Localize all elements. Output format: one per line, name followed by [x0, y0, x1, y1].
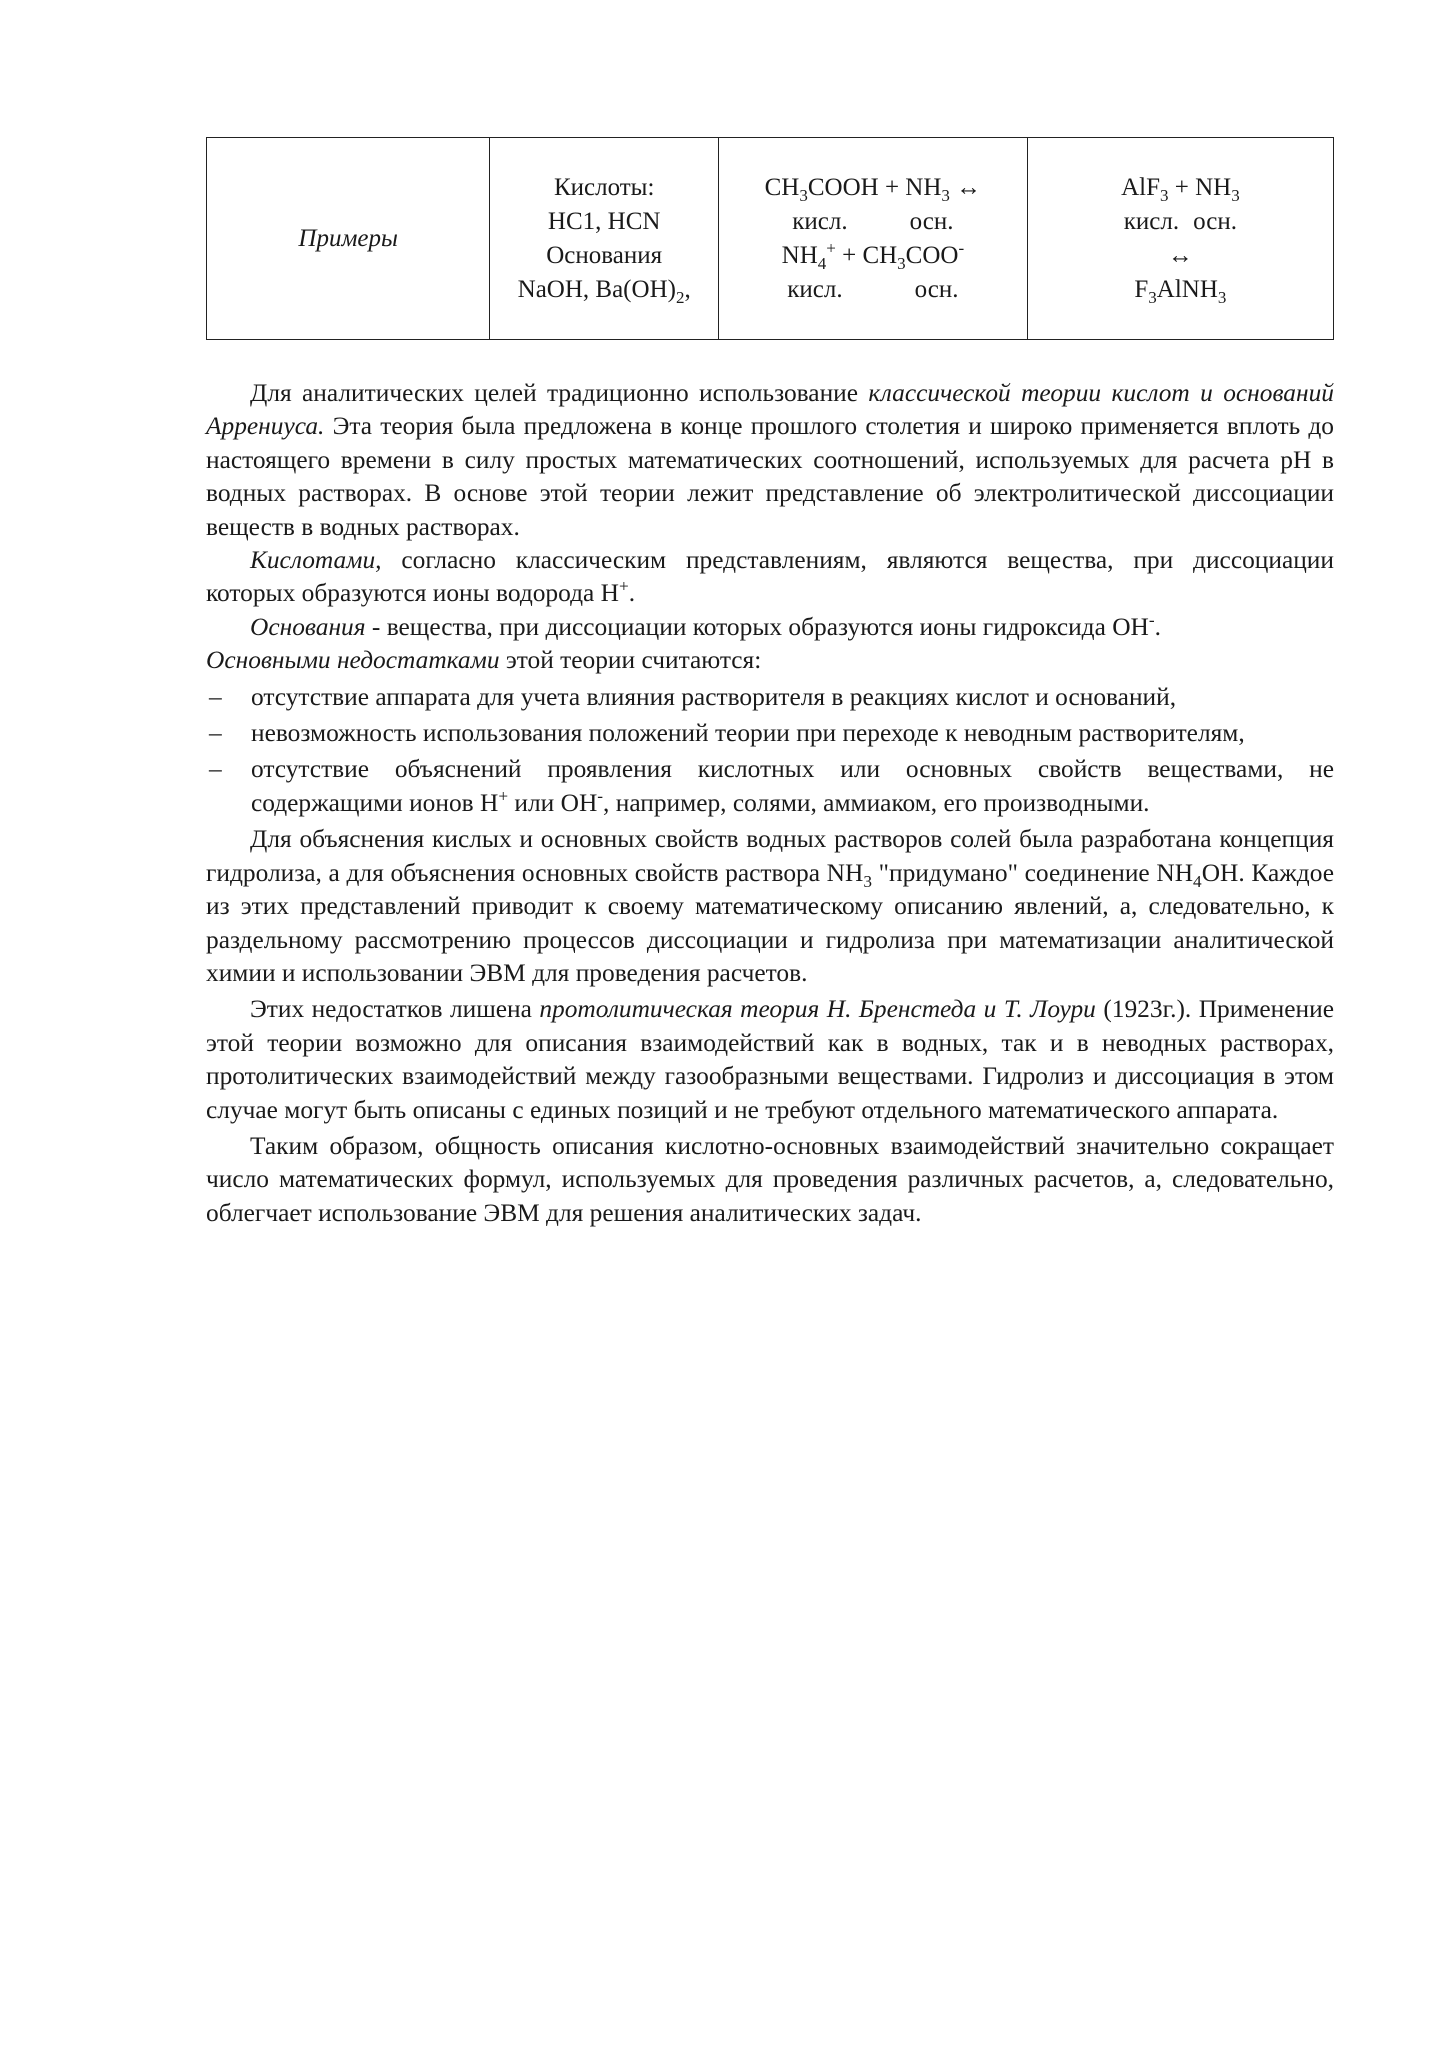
- list-item: – отсутствие объяснений проявления кислотных или основных свойств веществами, не содержащими ионов H+ или OH-, например, солями, аммиаком, его производными.: [209, 755, 1334, 817]
- equilibrium-arrow: ↔: [1167, 241, 1193, 269]
- drawbacks-list: [206, 681, 1334, 821]
- lewis-reactants: $AlF_3 + NH_3$: [1121, 173, 1240, 205]
- paragraph-drawbacks-intro: Основными недостатками этой теории считаются:: [206, 646, 762, 675]
- list-item: – отсутствие аппарата для учета влияния растворителя в реакциях кислот и оснований,: [209, 682, 1177, 711]
- reaction-products: $NH_4^+ + CH_3COO^-$: [781, 238, 965, 273]
- reactant-labels: кисл. осн.: [792, 207, 954, 235]
- acids-examples: HC1, HCN: [547, 207, 661, 235]
- paragraph-bronsted: Этих недостатков лишена протолитическая теория Н. Бренстеда и Т. Лоури (1923г.). Применение этой теории возможно для описания взаимодействий как в водных, так и в неводных растворах, протолитических взаимодействий между газообразными веществами. Гидролиз и диссоциация в этом случае могут быть описаны с единых позиций и не требуют отдельного математического аппарата.: [206, 995, 1334, 1124]
- lewis-labels: кисл. осн.: [1123, 207, 1237, 235]
- paragraph-arrhenius: Для аналитических целей традиционно использование классической теории кислот и оснований Аррениуса. Эта теория была предложена в конце прошлого столетия и широко применяется вплоть до настоящего времени в силу простых математических соотношений, используемых для расчета pH в водных растворах. В основе этой теории лежит представление об электролитической диссоциации веществ в водных растворах.: [206, 379, 1334, 541]
- table-row: [207, 138, 1334, 340]
- reaction-reactants: $CH_3COOH + NH_3$ ↔: [764, 173, 982, 205]
- paragraph-hydrolysis: Для объяснения кислых и основных свойств водных растворов солей была разработана концепция гидролиза, а для объяснения основных свойств раствора $NH_3$ "придумано" соединение $NH_4OH$. Каждое из этих представлений приводит к своему математическому описанию явлений, а, следовательно, к раздельному рассмотрению процессов диссоциации и гидролиза при математизации аналитической химии и использовании ЭВМ для проведения расчетов.: [206, 825, 1334, 987]
- list-item: – невозможность использования положений теории при переходе к неводным растворителям,: [209, 719, 1245, 748]
- bases-examples: NaOH, $Ba(OH)_2$,: [517, 275, 691, 307]
- acids-heading: Кислоты:: [553, 173, 655, 201]
- paragraph-bases: Основания - вещества, при диссоциации которых образуются ионы гидроксида OH-.: [250, 610, 1161, 641]
- bases-heading: Основания: [546, 241, 663, 269]
- row-label-cell: [207, 138, 490, 340]
- lewis-product: $F_3AlNH_3$: [1134, 275, 1227, 307]
- alf3-reaction-cell: [1027, 138, 1333, 340]
- product-labels: кисл. осн.: [787, 275, 959, 303]
- row-label: Примеры: [298, 224, 398, 252]
- examples-table: [206, 137, 1334, 340]
- acids-bases-cell: [490, 138, 719, 340]
- acetic-acid-reaction-cell: [719, 138, 1028, 340]
- paragraph-acids: Кислотами, согласно классическим представлениям, являются вещества, при диссоциации которых образуются ионы водорода H+.: [206, 546, 1334, 608]
- paragraph-conclusion: Таким образом, общность описания кислотно-основных взаимодействий значительно сокращает число математических формул, используемых для проведения различных расчетов, а, следовательно, облегчает использование ЭВМ для решения аналитических задач.: [206, 1131, 1334, 1227]
- body-text: [206, 377, 1334, 1230]
